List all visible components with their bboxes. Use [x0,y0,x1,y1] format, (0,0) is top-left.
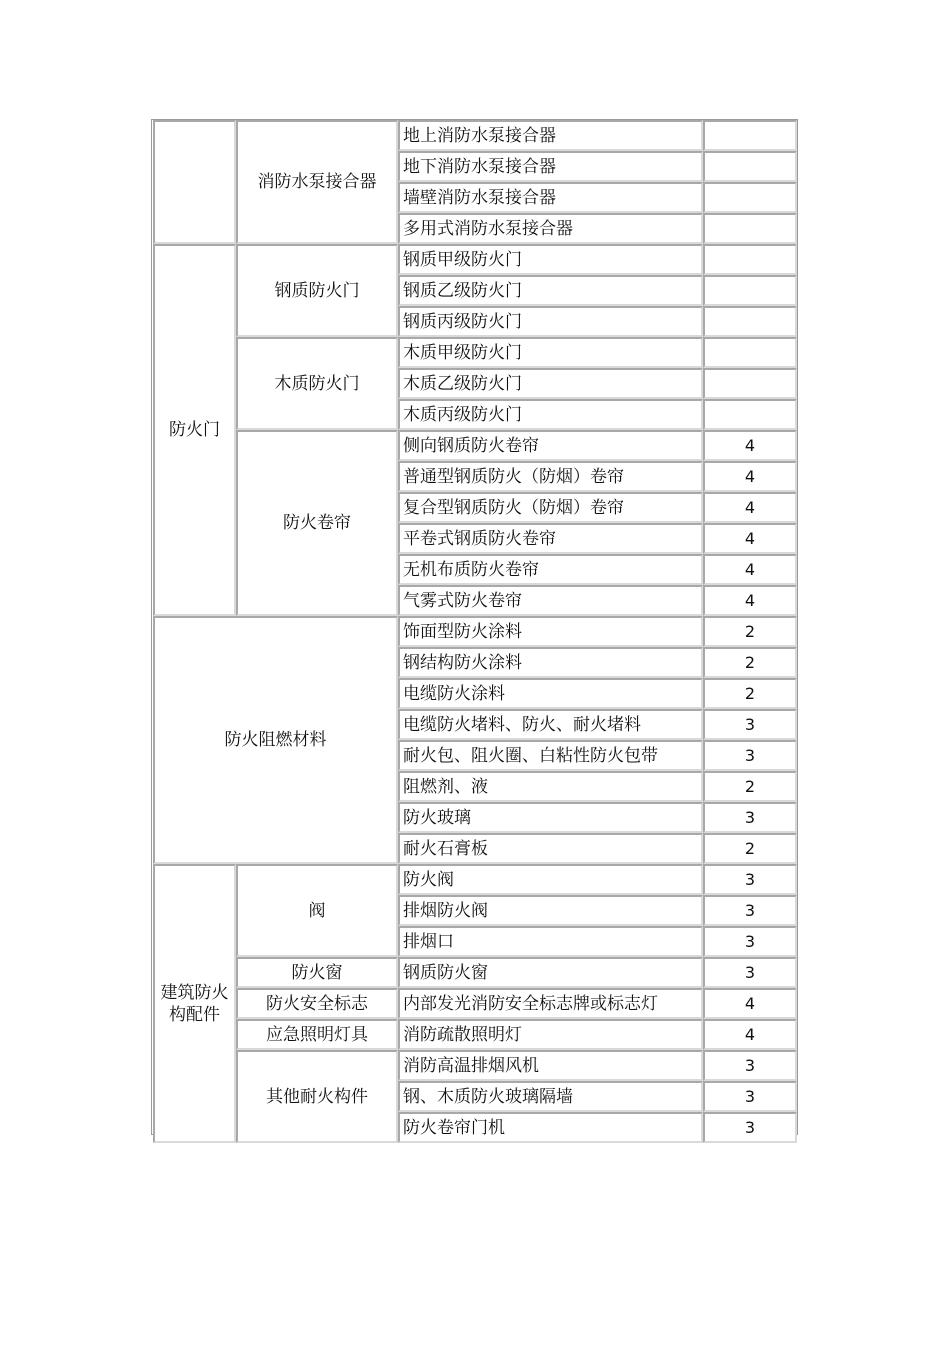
item-value: 4 [703,523,797,554]
item-name: 防火阀 [398,864,703,895]
group-label [153,864,236,1143]
item-value: 3 [703,802,797,833]
group-label [153,120,236,244]
fire-products-table [151,119,798,1138]
subgroup-label: 其他耐火构件 [236,1050,398,1143]
item-name: 排烟防火阀 [398,895,703,926]
item-value [703,244,797,275]
item-value: 2 [703,647,797,678]
item-value: 2 [703,678,797,709]
item-value: 2 [703,616,797,647]
item-value: 2 [703,833,797,864]
item-value [703,182,797,213]
item-name: 木质丙级防火门 [398,399,703,430]
item-name: 钢质防火窗 [398,957,703,988]
item-value [703,213,797,244]
item-name: 无机布质防火卷帘 [398,554,703,585]
item-value [703,306,797,337]
item-name: 普通型钢质防火（防烟）卷帘 [398,461,703,492]
item-value: 4 [703,430,797,461]
item-name: 内部发光消防安全标志牌或标志灯 [398,988,703,1019]
item-value: 4 [703,988,797,1019]
item-value: 2 [703,771,797,802]
item-value: 3 [703,709,797,740]
item-value: 3 [703,1112,797,1143]
subgroup-label: 消防水泵接合器 [236,120,398,244]
item-value [703,275,797,306]
group-label-line: 建筑防火 [160,982,229,1003]
item-name: 饰面型防火涂料 [398,616,703,647]
item-value: 3 [703,1081,797,1112]
item-value: 3 [703,895,797,926]
item-name: 耐火包、阻火圈、白粘性防火包带 [398,740,703,771]
item-name: 电缆防火堵料、防火、耐火堵料 [398,709,703,740]
item-value: 3 [703,926,797,957]
item-value: 3 [703,864,797,895]
item-name: 侧向钢质防火卷帘 [398,430,703,461]
item-name: 耐火石膏板 [398,833,703,864]
subgroup-label: 阀 [236,864,398,957]
subgroup-label: 防火安全标志 [236,988,398,1019]
group-label-line: 构配件 [169,1004,220,1025]
item-name: 地上消防水泵接合器 [398,120,703,151]
item-name: 地下消防水泵接合器 [398,151,703,182]
item-name: 钢质甲级防火门 [398,244,703,275]
item-value [703,337,797,368]
subgroup-label: 防火窗 [236,957,398,988]
item-name: 多用式消防水泵接合器 [398,213,703,244]
item-name: 复合型钢质防火（防烟）卷帘 [398,492,703,523]
item-name: 排烟口 [398,926,703,957]
subgroup-label: 防火卷帘 [236,430,398,616]
item-value: 3 [703,1050,797,1081]
item-name: 消防疏散照明灯 [398,1019,703,1050]
item-value: 4 [703,1019,797,1050]
item-name: 木质乙级防火门 [398,368,703,399]
item-name: 钢结构防火涂料 [398,647,703,678]
item-name: 木质甲级防火门 [398,337,703,368]
item-value: 3 [703,740,797,771]
item-name: 防火玻璃 [398,802,703,833]
item-name: 钢、木质防火玻璃隔墙 [398,1081,703,1112]
item-name: 钢质丙级防火门 [398,306,703,337]
item-value: 4 [703,492,797,523]
item-value [703,120,797,151]
item-value: 3 [703,957,797,988]
item-name: 钢质乙级防火门 [398,275,703,306]
subgroup-label: 木质防火门 [236,337,398,430]
item-value: 4 [703,461,797,492]
item-name: 电缆防火涂料 [398,678,703,709]
item-name: 防火卷帘门机 [398,1112,703,1143]
subgroup-label: 应急照明灯具 [236,1019,398,1050]
item-value [703,151,797,182]
group-label: 防火阻燃材料 [153,616,398,864]
item-name: 阻燃剂、液 [398,771,703,802]
item-value: 4 [703,585,797,616]
item-value: 4 [703,554,797,585]
item-value [703,399,797,430]
subgroup-label: 钢质防火门 [236,244,398,337]
item-name: 墙壁消防水泵接合器 [398,182,703,213]
item-value [703,368,797,399]
item-name: 消防高温排烟风机 [398,1050,703,1081]
group-label: 防火门 [153,244,236,616]
item-name: 气雾式防火卷帘 [398,585,703,616]
item-name: 平卷式钢质防火卷帘 [398,523,703,554]
